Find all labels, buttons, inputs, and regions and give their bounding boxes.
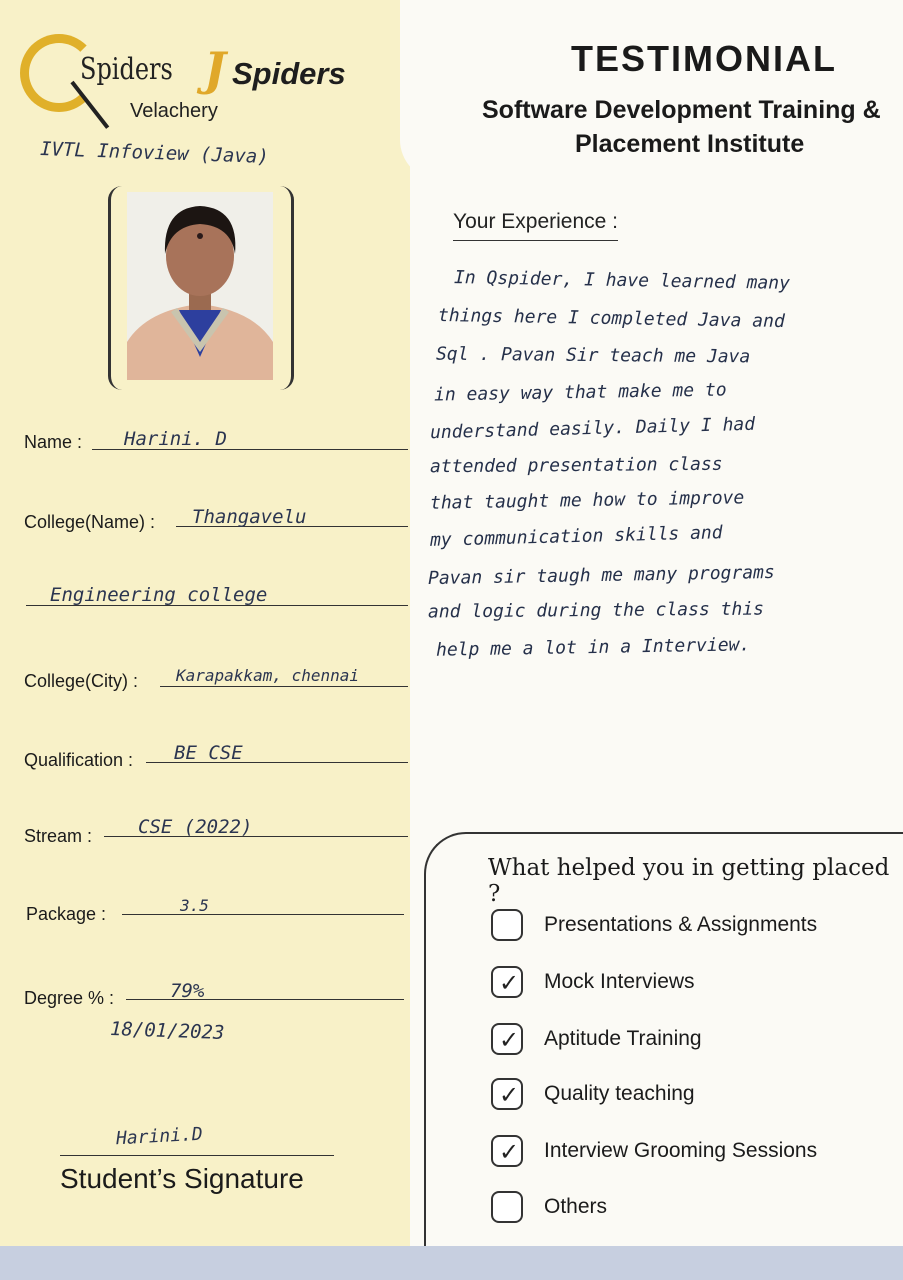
option-checkbox-mock-interviews[interactable]: [491, 966, 523, 998]
option-label-interview-grooming: Interview Grooming Sessions: [544, 1139, 818, 1162]
checkmark-icon: ✓: [499, 969, 520, 997]
experience-line: understand easily. Daily I had: [429, 413, 756, 444]
experience-line: help me a lot in a Interview.: [435, 634, 751, 661]
name-value: Harini. D: [124, 428, 227, 450]
student-portrait-icon: [127, 192, 273, 380]
experience-line: things here I completed Java and: [437, 304, 785, 333]
subtitle-line-2: Placement Institute: [575, 130, 805, 158]
option-checkbox-quality-teaching[interactable]: [491, 1078, 523, 1110]
logo-branch: Velachery: [130, 100, 218, 122]
package-label: Package :: [26, 904, 107, 924]
option-checkbox-interview-grooming[interactable]: [491, 1135, 523, 1167]
stream-label: Stream :: [24, 826, 93, 846]
degree-label: Degree % :: [24, 988, 115, 1008]
experience-line: In Qspider, I have learned many: [453, 267, 791, 294]
option-label-others: Others: [544, 1195, 608, 1218]
option-label-mock-interviews: Mock Interviews: [544, 970, 695, 993]
experience-line: and logic during the class this: [427, 598, 765, 623]
institute-logo: [18, 30, 348, 130]
degree-line: [126, 999, 404, 1000]
experience-line: Pavan sir taugh me many programs: [427, 561, 775, 590]
signature-line: [60, 1155, 334, 1156]
subtitle-line-1: Software Development Training &: [482, 96, 881, 124]
college-name-label: College(Name) :: [24, 512, 156, 532]
checkmark-icon: ✓: [499, 1138, 520, 1166]
college-city-line: [160, 686, 408, 687]
package-line: [122, 914, 404, 915]
logo-j-icon: J: [204, 42, 226, 96]
option-label-aptitude: Aptitude Training: [544, 1027, 702, 1050]
option-label-presentations: Presentations & Assignments: [544, 913, 818, 936]
college-name-value-2: Engineering college: [50, 584, 268, 606]
student-photo: [127, 192, 273, 380]
experience-line: in easy way that make me to: [433, 379, 727, 406]
checkmark-icon: ✓: [499, 1081, 520, 1109]
experience-line: my communication skills and: [429, 522, 723, 551]
qualification-label: Qualification :: [24, 750, 134, 770]
experience-line: that taught me how to improve: [429, 487, 745, 514]
placement-question: What helped you in getting placed ?: [488, 855, 890, 907]
experience-line: Sql . Pavan Sir teach me Java: [435, 343, 751, 368]
course-handwritten: IVTL Infoview (Java): [39, 138, 270, 168]
experience-heading: Your Experience :: [453, 210, 618, 241]
signature-label: Student’s Signature: [60, 1163, 304, 1194]
stream-value: CSE (2022): [138, 816, 253, 838]
option-checkbox-aptitude[interactable]: [491, 1023, 523, 1055]
checkmark-icon: ✓: [499, 1026, 520, 1054]
college-name-value: Thangavelu: [192, 506, 307, 528]
college-city-value: Karapakkam, chennai: [176, 666, 360, 685]
signature-value: Harini.D: [115, 1123, 204, 1150]
page-title: TESTIMONIAL: [571, 38, 837, 79]
logo-jspiders-text: Spiders: [232, 56, 346, 91]
name-label: Name :: [24, 432, 83, 452]
date-handwritten: 18/01/2023: [109, 1018, 225, 1044]
college-city-label: College(City) :: [24, 671, 139, 691]
bottom-edge-strip: [0, 1246, 903, 1280]
experience-line: attended presentation class: [429, 453, 723, 478]
package-value: 3.5: [180, 896, 209, 915]
option-label-quality-teaching: Quality teaching: [544, 1082, 695, 1105]
logo-qspiders-text: Spiders: [80, 52, 173, 87]
qualification-value: BE CSE: [174, 742, 243, 764]
option-checkbox-others[interactable]: [491, 1191, 523, 1223]
option-checkbox-presentations[interactable]: [491, 909, 523, 941]
degree-value: 79%: [170, 980, 205, 1002]
